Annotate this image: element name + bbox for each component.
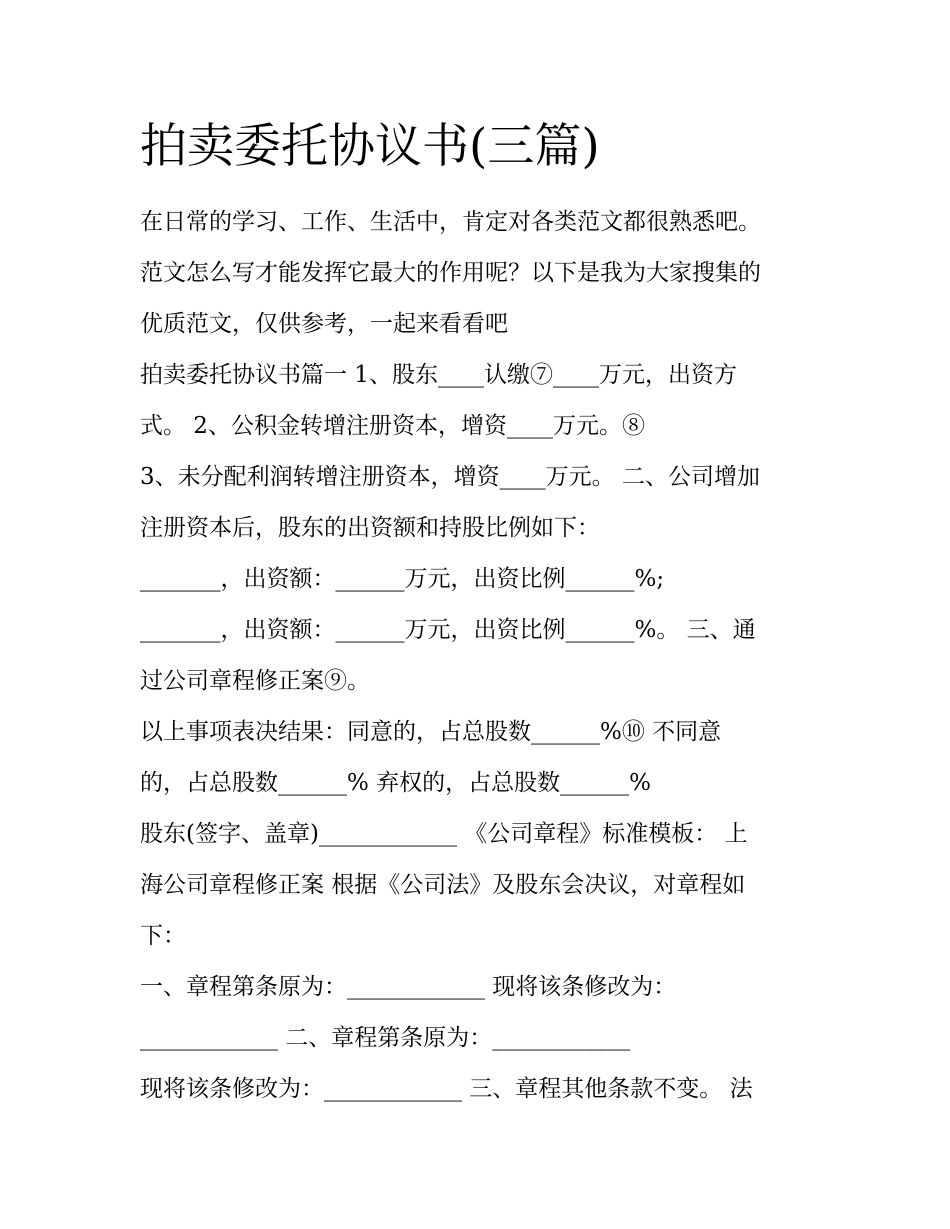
body-line: _______，出资额：______万元，出资比例______%。 三、通 (140, 617, 756, 643)
body-line: 优质范文，仅供参考，一起来看看吧 (140, 311, 508, 337)
body-line: 过公司章程修正案⑨。 (140, 668, 370, 694)
body-line: 以上事项表决结果：同意的，占总股数______%⑩ 不同意 (140, 719, 722, 745)
body-line: ____________ 二、章程第条原为：____________ (140, 1025, 631, 1051)
body-line: 在日常的学习、工作、生活中，肯定对各类范文都很熟悉吧。 (140, 209, 761, 235)
body-line: 现将该条修改为：____________ 三、章程其他条款不变。 法 (140, 1076, 753, 1102)
body-line: 拍卖委托协议书篇一 1、股东____认缴⑦____万元，出资方 (140, 362, 737, 388)
body-line: 3、未分配利润转增注册资本，增资____万元。 二、公司增加 (140, 464, 760, 490)
body-line: 式。 2、公积金转增注册资本，增资____万元。⑧ (140, 413, 645, 439)
document-title: 拍卖委托协议书(三篇) (140, 119, 600, 174)
body-line: _______，出资额：______万元，出资比例______%; (140, 566, 665, 592)
body-line: 的，占总股数______% 弃权的，占总股数______% (140, 770, 652, 796)
body-line: 范文怎么写才能发挥它最大的作用呢？以下是我为大家搜集的 (140, 260, 761, 286)
body-line: 一、章程第条原为：____________ 现将该条修改为： (140, 974, 677, 1000)
document-body (140, 197, 820, 1115)
body-line: 注册资本后，股东的出资额和持股比例如下： (140, 515, 600, 541)
body-line: 下： (140, 923, 186, 949)
body-line: 股东(签字、盖章)____________ 《公司章程》标准模板： 上 (140, 821, 748, 847)
body-line: 海公司章程修正案 根据《公司法》及股东会决议，对章程如 (140, 872, 746, 898)
